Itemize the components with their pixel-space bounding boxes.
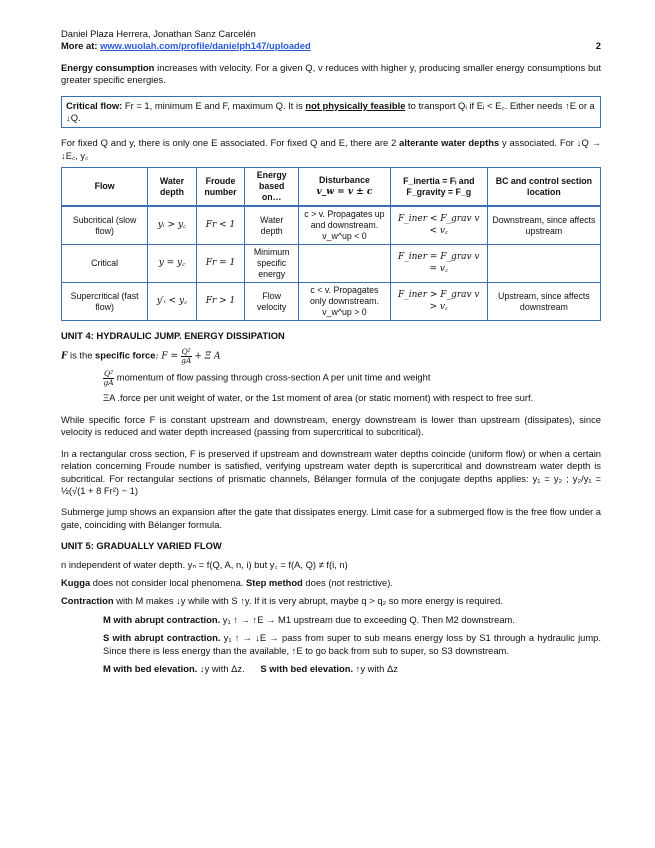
table-row: Supercritical (fast flow) y′ᵢ < y꜀ Fr > 1 Flow velocity c < v. Propagates only downstream. v_w^up > 0 F_iner > F_grav v > v꜀ Upstream, since affects downstream xyxy=(62,283,601,321)
unit5-line-5: S with abrupt contraction. y₁ ↑ → ↓E → pass from super to sub means energy loss by S1 through a hydraulic jump. Since there is less energy than the available, ↑E to go back from sub to super, so S3 downstream. xyxy=(103,632,601,656)
table-row: Critical y = y꜀ Fr = 1 Minimum specific energy F_iner = F_grav v = v꜀ xyxy=(62,245,601,283)
energy-paragraph: Energy consumption increases with velocity. For a given Q, v reduces with higher y, producing smaller energy consumptions but greater specific energies. xyxy=(61,61,601,86)
page-number: 2 xyxy=(595,40,601,52)
unit5-line-4: M with abrupt contraction. y₁ ↑ → ↑E → M1 upstream due to exceeding Q. Then M2 downstream. xyxy=(103,613,515,625)
static-moment-line: ΞA .force per unit weight of water, or the 1st moment of area (or static moment) with respect to free surf. xyxy=(103,392,534,404)
unit5-line-1: n independent of water depth. yₙ = f(Q, A, n, i) but y꜀ = f(A, Q) ≠ f(i, n) xyxy=(61,558,348,570)
unit5-title: UNIT 5: GRADUALLY VARIED FLOW xyxy=(61,540,222,552)
more-at-label: More at: xyxy=(61,40,98,52)
unit5-line-6: M with bed elevation. ↓y with Δz. S with bed elevation. ↑y with Δz xyxy=(103,662,398,674)
unit5-line-3: Contraction with M makes ↓y while with S ↑y. If it is very abrupt, maybe q > q₂ so more energy is required. xyxy=(61,595,503,607)
specific-force-line: F is the specific force: F = $\frac{\text{Q²}}{gA}$ + Ξ A xyxy=(61,347,221,365)
alternate-depths-paragraph: For fixed Q and y, there is only one E associated. For fixed Q and E, there are 2 alterante water depths y associated. For ↓Q → ↓E꜀, y꜀ xyxy=(61,137,601,161)
header-line xyxy=(61,40,601,52)
unit4-paragraph-1: While specific force F is constant upstream and downstream, energy downstream is lower than upstream (dissipates), since velocity is reduced and water depth increased (passing from supercritical to subcritical). xyxy=(61,413,601,438)
table-row: Subcritical (slow flow) yᵢ > y꜀ Fr < 1 Water depth c > v. Propagates up and downstream. v_w^up < 0 F_iner < F_grav v < v꜀ Downstream, since affects upstream xyxy=(62,206,601,244)
unit4-paragraph-2: In a rectangular cross section, F is preserved if upstream and downstream water depths coincide (uniform flow) or when a certain relation concerning Froude number is satisfied, verifying upstream water depth is supercritical and downstream water depth is subcritical. For rectangular sections of prismatic channels, Bélanger formula of the conjugate depths applies: y₁ = y₂ ; y₂/y₁ = ½(√(1 + 8 Fr²) − 1) xyxy=(61,447,601,496)
unit4-title: UNIT 4: HYDRAULIC JUMP. ENERGY DISSIPATION xyxy=(61,330,285,342)
momentum-line: $\frac{\text{Q²}}{gA}$ momentum of flow passing through cross-section A per unit time and weight xyxy=(103,369,431,387)
unit5-line-2: Kugga does not consider local phenomena. Step method does (not restrictive). xyxy=(61,576,393,588)
table-header-row: Flow Water depth Froude number Energy based on… Disturbance v_w = v ± c F_inertia = Fᵢ and F_gravity = F_g BC and control section location xyxy=(62,168,601,206)
unit4-paragraph-3: Submerge jump shows an expansion after the gate that dissipates energy. Limit case for a submerged flow is the free flow under a gate, coinciding with Bélanger formula. xyxy=(61,506,601,530)
flow-regime-table xyxy=(61,167,601,321)
critical-flow-box: Critical flow: Fr = 1, minimum E and F, maximum Q. It is not physically feasible to transport Qᵢ if Eᵢ < E꜀. Either needs ↑E or a ↓Q. xyxy=(61,96,601,129)
document-page xyxy=(61,28,601,675)
profile-link[interactable]: www.wuolah.com/profile/danielph147/uploaded xyxy=(100,40,311,52)
authors: Daniel Plaza Herrera, Jonathan Sanz Carcelén xyxy=(61,28,256,39)
